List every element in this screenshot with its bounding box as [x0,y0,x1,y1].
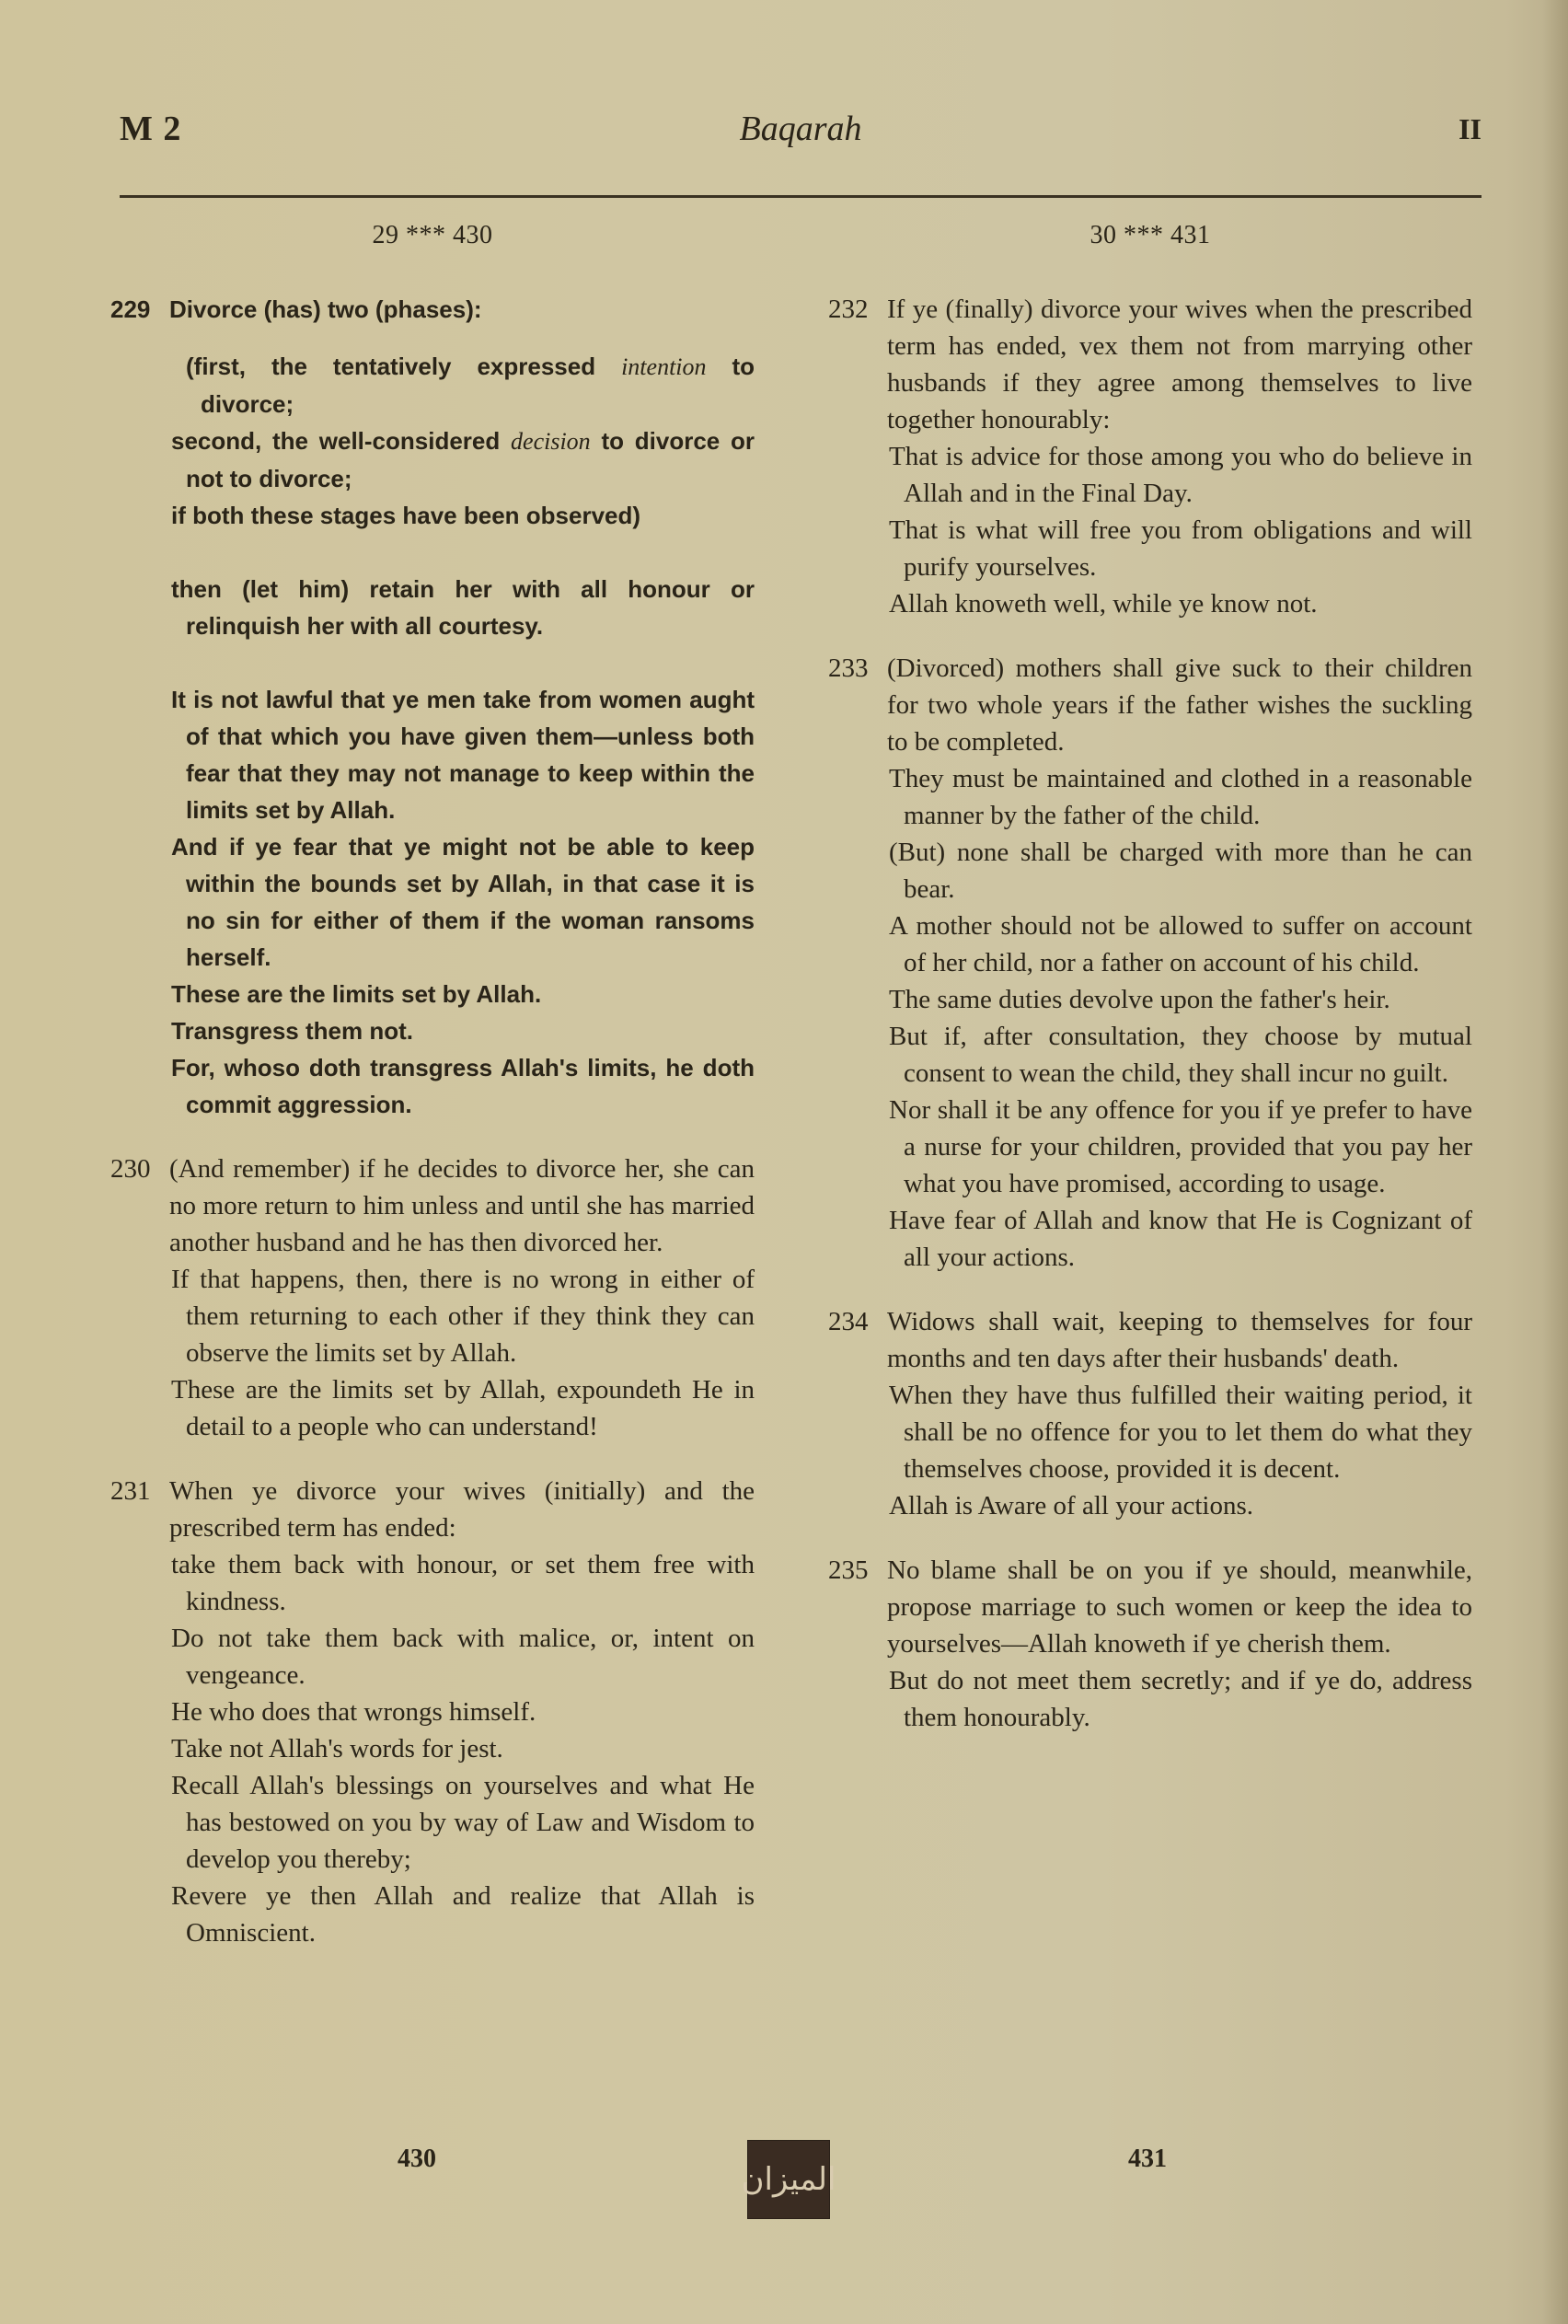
verse-line: For, whoso doth transgress Allah's limits, he doth commit aggression. [171,1054,755,1118]
verse-text: If ye (finally) divorce your wives when the prescribed term has ended, vex them not from marrying other husbands if they agree among themselves to live together honourably: [887,295,1472,434]
verse-line: second, the well-considered decision to divorce or not to divorce; [171,427,755,492]
header-section-marker: M 2 [120,110,182,148]
verse-line: A mother should not be allowed to suffer on account of her child, nor a father on account of his child. [889,911,1472,977]
verse-text: When ye divorce your wives (initially) and the prescribed term has ended: [169,1476,755,1543]
verse-line: He who does that wrongs himself. [171,1697,536,1727]
verse-line: That is what will free you from obligations and will purify yourselves. [889,515,1472,582]
header-rule [120,195,1482,198]
verse-text: No blame shall be on you if ye should, meanwhile, propose marriage to such women or keep the idea to yourselves—Allah knoweth if ye cherish them. [887,1555,1472,1659]
verse-line: Take not Allah's words for jest. [171,1734,503,1763]
emphasis-decision: decision [511,428,591,455]
verse-line: They must be maintained and clothed in a reasonable manner by the father of the child. [889,764,1472,830]
verse-line: Do not take them back with malice, or, intent on vengeance. [171,1624,755,1690]
verse-line: But do not meet them secretly; and if ye do, address them honourably. [889,1666,1472,1732]
verse-line: (But) none shall be charged with more than he can bear. [889,838,1472,904]
verse-line: Recall Allah's blessings on yourselves and what He has bestowed on you by way of Law and Wisdom to develop you thereby; [171,1771,755,1874]
verse-line: Allah is Aware of all your actions. [889,1491,1253,1520]
verse-233 [828,650,1472,1276]
verse-text: Divorce (has) two (phases): [169,295,482,323]
emphasis-intention: intention [621,353,707,380]
right-column [828,221,1472,1763]
verse-number: 230 [110,1154,151,1184]
verse-line: (first, the tentatively expressed intention to divorce; [186,353,755,418]
verse-232 [828,291,1472,622]
verse-line: But if, after consultation, they choose by mutual consent to wean the child, they shall incur no guilt. [889,1022,1472,1088]
verse-text: (And remember) if he decides to divorce her, she can no more return to him unless and until she has married another husband and he has then divorced her. [169,1154,755,1257]
verse-number: 232 [828,295,869,324]
verse-line: It is not lawful that ye men take from women aught of that which you have given them—unless both fear that they may not manage to keep within the limits set by Allah. [171,686,755,824]
verse-number: 229 [110,295,151,323]
running-header [120,109,1482,164]
column-reference: 29 *** 430 [372,221,493,249]
verse-229 [110,291,755,1123]
verse-number: 235 [828,1555,869,1585]
verse-234 [828,1303,1472,1524]
verse-line: Allah knoweth well, while ye know not. [889,589,1318,619]
page-edge-shadow [1542,0,1568,2324]
calligraphy-emblem-icon [741,2140,836,2219]
verse-line: That is advice for those among you who do believe in Allah and in the Final Day. [889,442,1472,508]
verse-line: if both these stages have been observed) [171,502,641,529]
header-title: Baqarah [739,110,862,148]
verse-231 [110,1473,755,1951]
verse-line: Nor shall it be any offence for you if ye prefer to have a nurse for your children, provided that you pay her what you have promised, according to usage. [889,1095,1472,1198]
page-number-right: 431 [1128,2145,1167,2173]
verse-line: Transgress them not. [171,1017,413,1045]
emblem-text: الميزان [741,2161,836,2198]
page-number-left: 430 [398,2145,436,2173]
verse-line: When they have thus fulfilled their waiting period, it shall be no offence for you to let them do what they themselves choose, provided it is decent. [889,1381,1472,1484]
verse-text: Widows shall wait, keeping to themselves for four months and ten days after their husbands' death. [887,1307,1472,1373]
verse-line: These are the limits set by Allah. [171,980,542,1008]
verse-line: Have fear of Allah and know that He is Cognizant of all your actions. [889,1206,1472,1272]
verse-line: Revere ye then Allah and realize that Allah is Omniscient. [171,1881,755,1948]
verse-line: These are the limits set by Allah, expoundeth He in detail to a people who can understand! [171,1375,755,1441]
verse-line: The same duties devolve upon the father's heir. [889,985,1390,1014]
verse-line: If that happens, then, there is no wrong in either of them returning to each other if they think they can observe the limits set by Allah. [171,1265,755,1368]
verse-line: take them back with honour, or set them free with kindness. [171,1550,755,1616]
verse-text: (Divorced) mothers shall give suck to their children for two whole years if the father wishes the suckling to be completed. [887,653,1472,757]
verse-235 [828,1552,1472,1736]
verse-number: 233 [828,653,869,683]
column-reference: 30 *** 431 [1090,221,1211,249]
verse-line: And if ye fear that ye might not be able to keep within the bounds set by Allah, in that case it is no sin for either of them if the woman ransoms herself. [171,833,755,971]
left-column [110,221,755,1979]
verse-230 [110,1150,755,1445]
header-part-marker: II [1458,112,1482,145]
verse-line: then (let him) retain her with all honour or relinquish her with all courtesy. [171,575,755,640]
verse-number: 234 [828,1307,869,1336]
verse-number: 231 [110,1476,151,1506]
